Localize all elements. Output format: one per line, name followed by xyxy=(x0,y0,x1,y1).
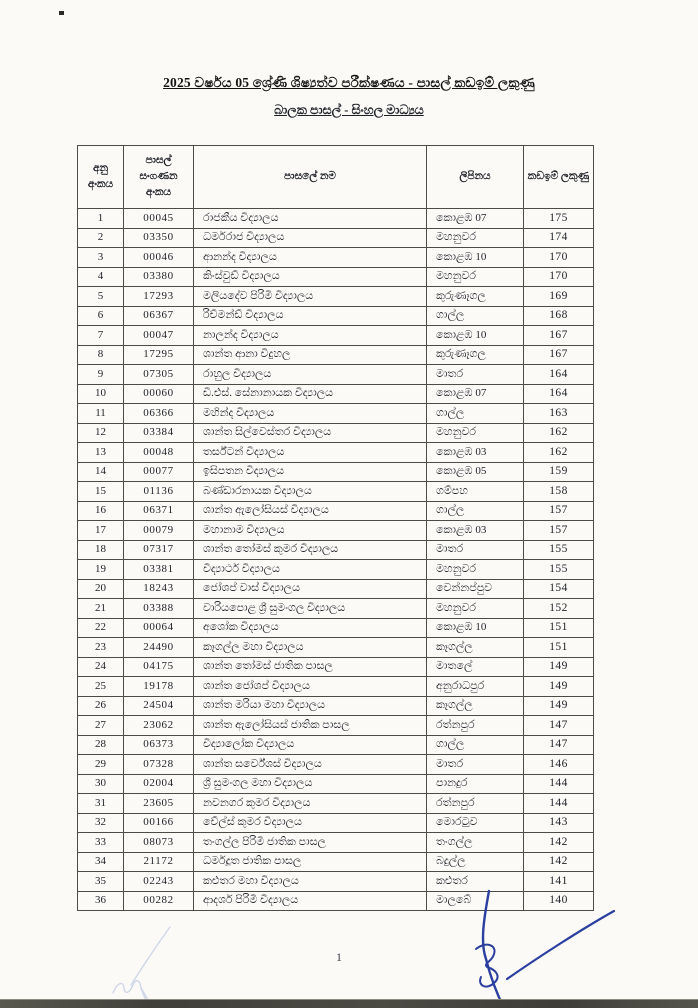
census-number-cell: 06367 xyxy=(124,306,194,326)
census-number-cell: 00060 xyxy=(124,384,194,404)
census-number-cell: 00045 xyxy=(124,209,194,229)
address-cell: ගාල්ල xyxy=(427,501,524,521)
header-address: ලිපිනය xyxy=(427,146,524,209)
table-row xyxy=(78,365,594,385)
cutoff-marks-cell: 164 xyxy=(524,365,594,385)
school-name-cell: ධර්මදූත ජාතික පාසල xyxy=(194,852,427,872)
serial-number-cell: 34 xyxy=(78,852,124,872)
serial-number-cell: 18 xyxy=(78,540,124,560)
school-name-cell: ධර්මරාජ විද්‍යාලය xyxy=(194,228,427,248)
cutoff-marks-cell: 159 xyxy=(524,462,594,482)
serial-number-cell: 36 xyxy=(78,891,124,911)
census-number-cell: 00282 xyxy=(124,891,194,911)
address-cell: මහනුවර xyxy=(427,228,524,248)
table-header-row xyxy=(78,146,594,209)
address-cell: ගාල්ල xyxy=(427,404,524,424)
school-name-cell: රාහුල විද්‍යාලය xyxy=(194,365,427,385)
cutoff-marks-cell: 162 xyxy=(524,443,594,463)
address-cell: පානදුර xyxy=(427,774,524,794)
table-row xyxy=(78,423,594,443)
serial-number-cell: 2 xyxy=(78,228,124,248)
cutoff-marks-cell: 170 xyxy=(524,248,594,268)
school-name-cell: ශාන්ත ජෝශප් විද්‍යාලය xyxy=(194,677,427,697)
census-number-cell: 19178 xyxy=(124,677,194,697)
address-cell: කොළඹ 05 xyxy=(427,462,524,482)
table-row xyxy=(78,618,594,638)
cutoff-marks-cell: 162 xyxy=(524,423,594,443)
census-number-cell: 21172 xyxy=(124,852,194,872)
table-row xyxy=(78,326,594,346)
serial-number-cell: 11 xyxy=(78,404,124,424)
address-cell: ගාල්ල xyxy=(427,735,524,755)
school-name-cell: තංගල්ල පිරිමි ජාතික පාසල xyxy=(194,833,427,853)
serial-number-cell: 10 xyxy=(78,384,124,404)
cutoff-marks-cell: 158 xyxy=(524,482,594,502)
table-row xyxy=(78,813,594,833)
table-row xyxy=(78,540,594,560)
cutoff-marks-cell: 167 xyxy=(524,345,594,365)
school-name-cell: ශාන්ත සර්වේශස් විද්‍යාලය xyxy=(194,755,427,775)
cutoff-marks-cell: 175 xyxy=(524,209,594,229)
census-number-cell: 03384 xyxy=(124,423,194,443)
address-cell: මොරටුව xyxy=(427,813,524,833)
address-cell: ගාල්ල xyxy=(427,306,524,326)
cutoff-marks-cell: 143 xyxy=(524,813,594,833)
school-name-cell: වාරියපොළ ශ්‍රී සුමංගල විද්‍යාලය xyxy=(194,599,427,619)
serial-number-cell: 33 xyxy=(78,833,124,853)
table-row xyxy=(78,716,594,736)
school-name-cell: බණ්ඩාරනායක විද්‍යාලය xyxy=(194,482,427,502)
census-number-cell: 00079 xyxy=(124,521,194,541)
cutoff-marks-cell: 151 xyxy=(524,618,594,638)
school-name-cell: ඉසිපතන විද්‍යාලය xyxy=(194,462,427,482)
school-name-cell: ආදර්ශ පිරිමි විද්‍යාලය xyxy=(194,891,427,911)
cutoff-marks-cell: 152 xyxy=(524,599,594,619)
header-school-name: පාසලේ නම xyxy=(194,146,427,209)
serial-number-cell: 15 xyxy=(78,482,124,502)
serial-number-cell: 28 xyxy=(78,735,124,755)
header-census-number: පාසල් සංගණන අංකය xyxy=(124,146,194,209)
census-number-cell: 03350 xyxy=(124,228,194,248)
school-name-cell: කෑගල්ල මහා විද්‍යාලය xyxy=(194,638,427,658)
census-number-cell: 00077 xyxy=(124,462,194,482)
table-row xyxy=(78,638,594,658)
address-cell: කොළඹ 03 xyxy=(427,443,524,463)
cutoff-marks-cell: 142 xyxy=(524,852,594,872)
table-row xyxy=(78,891,594,911)
school-name-cell: රාජකීය විද්‍යාලය xyxy=(194,209,427,229)
cutoff-marks-cell: 151 xyxy=(524,638,594,658)
serial-number-cell: 17 xyxy=(78,521,124,541)
serial-number-cell: 23 xyxy=(78,638,124,658)
table-row xyxy=(78,755,594,775)
cutoff-marks-cell: 146 xyxy=(524,755,594,775)
table-row xyxy=(78,209,594,229)
school-name-cell: නවනගර කුමර විද්‍යාලය xyxy=(194,794,427,814)
table-row xyxy=(78,462,594,482)
address-cell: කොළඹ 07 xyxy=(427,384,524,404)
address-cell: මහනුවර xyxy=(427,599,524,619)
serial-number-cell: 13 xyxy=(78,443,124,463)
header-serial-number: අනු අංකය xyxy=(78,146,124,209)
school-name-cell: ශ්‍රී සුමංගල මහා විද්‍යාලය xyxy=(194,774,427,794)
table-row xyxy=(78,657,594,677)
page-number: 1 xyxy=(336,950,342,964)
table-row xyxy=(78,248,594,268)
school-name-cell: නාලන්ද විද්‍යාලය xyxy=(194,326,427,346)
address-cell: මහනුවර xyxy=(427,560,524,580)
address-cell: අනුරාධපුර xyxy=(427,677,524,697)
school-name-cell: කිංස්වුඩ් විද්‍යාලය xyxy=(194,267,427,287)
serial-number-cell: 24 xyxy=(78,657,124,677)
school-name-cell: ඩී.එස්. සේනානායක විද්‍යාලය xyxy=(194,384,427,404)
faint-pen-mark xyxy=(113,927,170,1008)
census-number-cell: 07305 xyxy=(124,365,194,385)
table-row xyxy=(78,735,594,755)
table-row xyxy=(78,677,594,697)
census-number-cell: 06366 xyxy=(124,404,194,424)
cutoff-marks-cell: 141 xyxy=(524,872,594,892)
serial-number-cell: 35 xyxy=(78,872,124,892)
cutoff-marks-cell: 157 xyxy=(524,521,594,541)
school-name-cell: ශාන්ත තෝමස් ජාතික පාසල xyxy=(194,657,427,677)
cutoff-marks-cell: 168 xyxy=(524,306,594,326)
table-row xyxy=(78,306,594,326)
census-number-cell: 02243 xyxy=(124,872,194,892)
cutoff-marks-cell: 154 xyxy=(524,579,594,599)
census-number-cell: 00046 xyxy=(124,248,194,268)
serial-number-cell: 5 xyxy=(78,287,124,307)
address-cell: කොළඹ 03 xyxy=(427,521,524,541)
address-cell: කළුතර xyxy=(427,872,524,892)
table-row xyxy=(78,443,594,463)
address-cell: කොළඹ 07 xyxy=(427,209,524,229)
table-row xyxy=(78,579,594,599)
school-name-cell: මහානාම විද්‍යාලය xyxy=(194,521,427,541)
census-number-cell: 03380 xyxy=(124,267,194,287)
table-row xyxy=(78,872,594,892)
census-number-cell: 00064 xyxy=(124,618,194,638)
address-cell: තංගල්ල xyxy=(427,833,524,853)
cutoff-marks-cell: 149 xyxy=(524,696,594,716)
census-number-cell: 06371 xyxy=(124,501,194,521)
census-number-cell: 08073 xyxy=(124,833,194,853)
address-cell: ගම්පහ xyxy=(427,482,524,502)
cutoff-marks-cell: 142 xyxy=(524,833,594,853)
census-number-cell: 23062 xyxy=(124,716,194,736)
serial-number-cell: 32 xyxy=(78,813,124,833)
cutoff-marks-cell: 147 xyxy=(524,735,594,755)
school-name-cell: ශාන්ත තෝමස් කුමර විද්‍යාලය xyxy=(194,540,427,560)
census-number-cell: 03381 xyxy=(124,560,194,580)
cutoff-marks-cell: 155 xyxy=(524,540,594,560)
serial-number-cell: 3 xyxy=(78,248,124,268)
school-name-cell: මලියදේව පිරිමි විද්‍යාලය xyxy=(194,287,427,307)
serial-number-cell: 31 xyxy=(78,794,124,814)
school-name-cell: කළුතර මහා විද්‍යාලය xyxy=(194,872,427,892)
table-row xyxy=(78,267,594,287)
table-row xyxy=(78,852,594,872)
table-row xyxy=(78,345,594,365)
cutoff-marks-cell: 170 xyxy=(524,267,594,287)
serial-number-cell: 30 xyxy=(78,774,124,794)
cutoff-marks-cell: 164 xyxy=(524,384,594,404)
address-cell: මහනුවර xyxy=(427,267,524,287)
census-number-cell: 02004 xyxy=(124,774,194,794)
census-number-cell: 07328 xyxy=(124,755,194,775)
table-row xyxy=(78,482,594,502)
serial-number-cell: 29 xyxy=(78,755,124,775)
serial-number-cell: 8 xyxy=(78,345,124,365)
cutoff-marks-cell: 155 xyxy=(524,560,594,580)
page-title: 2025 වර්ෂය 05 ශ්‍රේණි ශිෂ්‍යත්ව පරීක්ෂණය - පාසල් කඩඉම් ලකුණු xyxy=(163,75,535,90)
cutoff-marks-cell: 149 xyxy=(524,657,594,677)
serial-number-cell: 16 xyxy=(78,501,124,521)
address-cell: වෙන්නප්පුව xyxy=(427,579,524,599)
serial-number-cell: 27 xyxy=(78,716,124,736)
serial-number-cell: 7 xyxy=(78,326,124,346)
table-row xyxy=(78,404,594,424)
census-number-cell: 00048 xyxy=(124,443,194,463)
school-name-cell: ජෝශප් වාස් විද්‍යාලය xyxy=(194,579,427,599)
address-cell: කුරුණෑගල xyxy=(427,287,524,307)
cutoff-marks-cell: 140 xyxy=(524,891,594,911)
serial-number-cell: 1 xyxy=(78,209,124,229)
table-row xyxy=(78,794,594,814)
census-number-cell: 00166 xyxy=(124,813,194,833)
address-cell: කොළඹ 10 xyxy=(427,326,524,346)
census-number-cell: 18243 xyxy=(124,579,194,599)
serial-number-cell: 21 xyxy=(78,599,124,619)
cutoff-marks-cell: 144 xyxy=(524,794,594,814)
census-number-cell: 24490 xyxy=(124,638,194,658)
table-row xyxy=(78,560,594,580)
census-number-cell: 23605 xyxy=(124,794,194,814)
table-row xyxy=(78,501,594,521)
table-row xyxy=(78,833,594,853)
school-name-cell: වේල්ස් කුමර විද්‍යාලය xyxy=(194,813,427,833)
census-number-cell: 07317 xyxy=(124,540,194,560)
school-name-cell: විද්‍යාලෝක විද්‍යාලය xyxy=(194,735,427,755)
cutoff-marks-cell: 157 xyxy=(524,501,594,521)
address-cell: බදුල්ල xyxy=(427,852,524,872)
census-number-cell: 03388 xyxy=(124,599,194,619)
school-name-cell: රිච්මන්ඩ් විද්‍යාලය xyxy=(194,306,427,326)
school-name-cell: ආනන්ද විද්‍යාලය xyxy=(194,248,427,268)
serial-number-cell: 12 xyxy=(78,423,124,443)
school-name-cell: ශාන්ත ඇලෝසියස් විද්‍යාලය xyxy=(194,501,427,521)
serial-number-cell: 19 xyxy=(78,560,124,580)
table-row xyxy=(78,774,594,794)
school-name-cell: තර්ස්ටන් විද්‍යාලය xyxy=(194,443,427,463)
cutoff-marks-cell: 163 xyxy=(524,404,594,424)
census-number-cell: 24504 xyxy=(124,696,194,716)
serial-number-cell: 6 xyxy=(78,306,124,326)
cutoff-marks-cell: 149 xyxy=(524,677,594,697)
school-name-cell: අශෝක විද්‍යාලය xyxy=(194,618,427,638)
census-number-cell: 17293 xyxy=(124,287,194,307)
address-cell: කෑගල්ල xyxy=(427,638,524,658)
cutoff-marks-cell: 144 xyxy=(524,774,594,794)
cutoff-marks-cell: 169 xyxy=(524,287,594,307)
school-name-cell: විද්‍යාර්ථ විද්‍යාලය xyxy=(194,560,427,580)
serial-number-cell: 20 xyxy=(78,579,124,599)
page-subtitle: බාලක පාසල් - සිංහල මාධ්‍යය xyxy=(274,103,424,117)
school-name-cell: ශාන්ත ඇලෝසියස් ජාතික පාසල xyxy=(194,716,427,736)
address-cell: රත්නපුර xyxy=(427,716,524,736)
table-row xyxy=(78,384,594,404)
census-number-cell: 01136 xyxy=(124,482,194,502)
table-row xyxy=(78,228,594,248)
cutoff-marks-cell: 174 xyxy=(524,228,594,248)
address-cell: මාතලේ xyxy=(427,657,524,677)
census-number-cell: 06373 xyxy=(124,735,194,755)
cutoff-marks-cell: 167 xyxy=(524,326,594,346)
address-cell: කොළඹ 10 xyxy=(427,248,524,268)
cutoff-marks-table xyxy=(77,145,594,911)
census-number-cell: 00047 xyxy=(124,326,194,346)
table-row xyxy=(78,599,594,619)
address-cell: රත්නපුර xyxy=(427,794,524,814)
header-cutoff-marks: කඩඉම් ලකුණු xyxy=(524,146,594,209)
serial-number-cell: 22 xyxy=(78,618,124,638)
scan-artifact-speck xyxy=(59,11,64,15)
table-row xyxy=(78,287,594,307)
serial-number-cell: 4 xyxy=(78,267,124,287)
serial-number-cell: 26 xyxy=(78,696,124,716)
table-row xyxy=(78,521,594,541)
address-cell: මහනුවර xyxy=(427,423,524,443)
address-cell: මාතර xyxy=(427,540,524,560)
address-cell: මාතර xyxy=(427,365,524,385)
address-cell: කොළඹ 10 xyxy=(427,618,524,638)
serial-number-cell: 14 xyxy=(78,462,124,482)
table-row xyxy=(78,696,594,716)
census-number-cell: 17295 xyxy=(124,345,194,365)
cutoff-marks-cell: 147 xyxy=(524,716,594,736)
address-cell: මාලබේ xyxy=(427,891,524,911)
school-name-cell: ශාන්ත සිල්වෙස්තර විද්‍යාලය xyxy=(194,423,427,443)
serial-number-cell: 25 xyxy=(78,677,124,697)
census-number-cell: 04175 xyxy=(124,657,194,677)
scan-edge-strip xyxy=(0,999,698,1008)
school-name-cell: ශාන්ත ආනා විදුහල xyxy=(194,345,427,365)
serial-number-cell: 9 xyxy=(78,365,124,385)
school-name-cell: ශාන්ත මරියා මහා විද්‍යාලය xyxy=(194,696,427,716)
school-name-cell: මහින්ද විද්‍යාලය xyxy=(194,404,427,424)
address-cell: කුරුණෑගල xyxy=(427,345,524,365)
address-cell: මාතර xyxy=(427,755,524,775)
address-cell: කෑගල්ල xyxy=(427,696,524,716)
